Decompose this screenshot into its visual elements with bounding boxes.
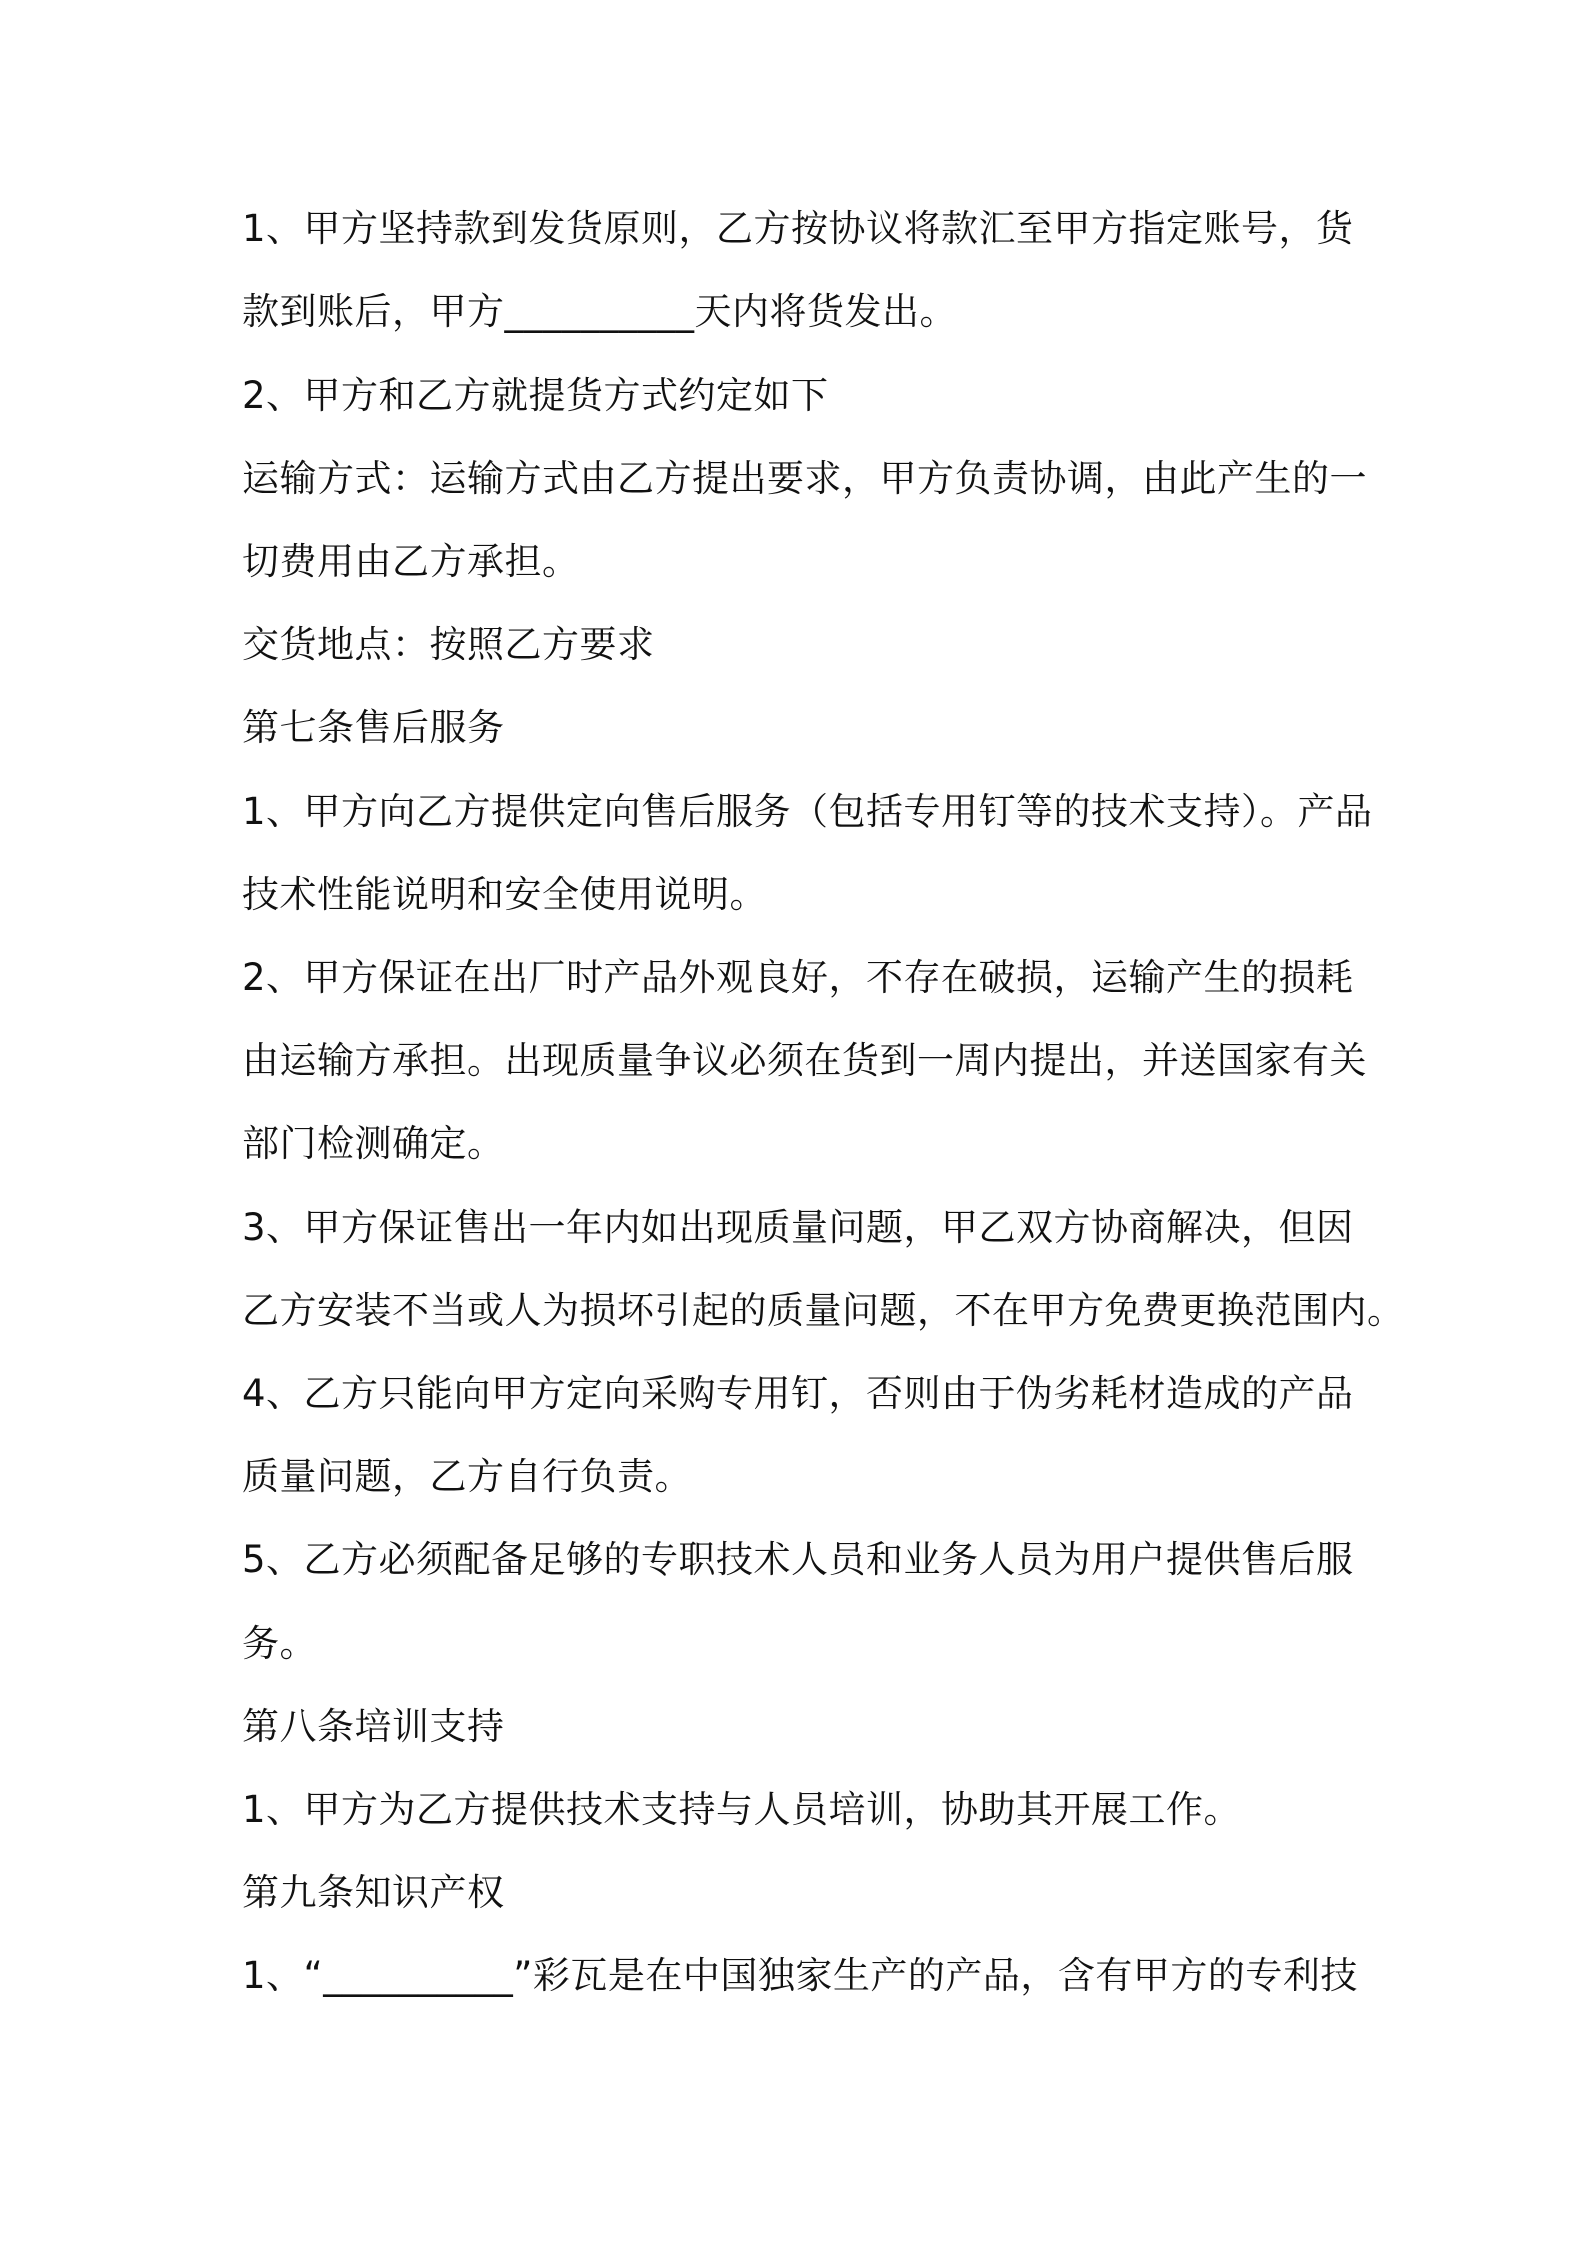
section-heading: 第七条售后服务 [242, 706, 505, 749]
text-line: 质量问题，乙方自行负责。 [242, 1455, 692, 1498]
text-line: 1、“__________”彩瓦是在中国独家生产的产品，含有甲方的专利技 [242, 1954, 1358, 1997]
text-line: 3、甲方保证售出一年内如出现质量问题，甲乙双方协商解决，但因 [242, 1206, 1354, 1249]
text-line: 5、乙方必须配备足够的专职技术人员和业务人员为用户提供售后服 [242, 1538, 1354, 1581]
text-line: 切费用由乙方承担。 [242, 540, 580, 583]
text-line: 运输方式：运输方式由乙方提出要求，甲方负责协调，由此产生的一 [242, 457, 1367, 500]
text-line: 部门检测确定。 [242, 1122, 505, 1165]
text-line: 交货地点：按照乙方要求 [242, 623, 655, 666]
text-line: 技术性能说明和安全使用说明。 [242, 873, 767, 916]
text-line: 1、甲方向乙方提供定向售后服务（包括专用钉等的技术支持）。产品 [242, 790, 1373, 833]
text-line: 4、乙方只能向甲方定向采购专用钉，否则由于伪劣耗材造成的产品 [242, 1372, 1354, 1415]
section-heading: 第九条知识产权 [242, 1871, 505, 1914]
text-line: 乙方安装不当或人为损坏引起的质量问题，不在甲方免费更换范围内。 [242, 1289, 1405, 1332]
text-line: 务。 [242, 1622, 317, 1665]
text-line: 1、甲方为乙方提供技术支持与人员培训，协助其开展工作。 [242, 1788, 1242, 1831]
text-line: 款到账后，甲方__________天内将货发出。 [242, 290, 957, 333]
text-line: 2、甲方和乙方就提货方式约定如下 [242, 374, 829, 417]
section-heading: 第八条培训支持 [242, 1705, 505, 1748]
text-line: 2、甲方保证在出厂时产品外观良好，不存在破损，运输产生的损耗 [242, 956, 1354, 999]
text-line: 1、甲方坚持款到发货原则，乙方按协议将款汇至甲方指定账号，货 [242, 207, 1354, 250]
text-line: 由运输方承担。出现质量争议必须在货到一周内提出，并送国家有关 [242, 1039, 1367, 1082]
